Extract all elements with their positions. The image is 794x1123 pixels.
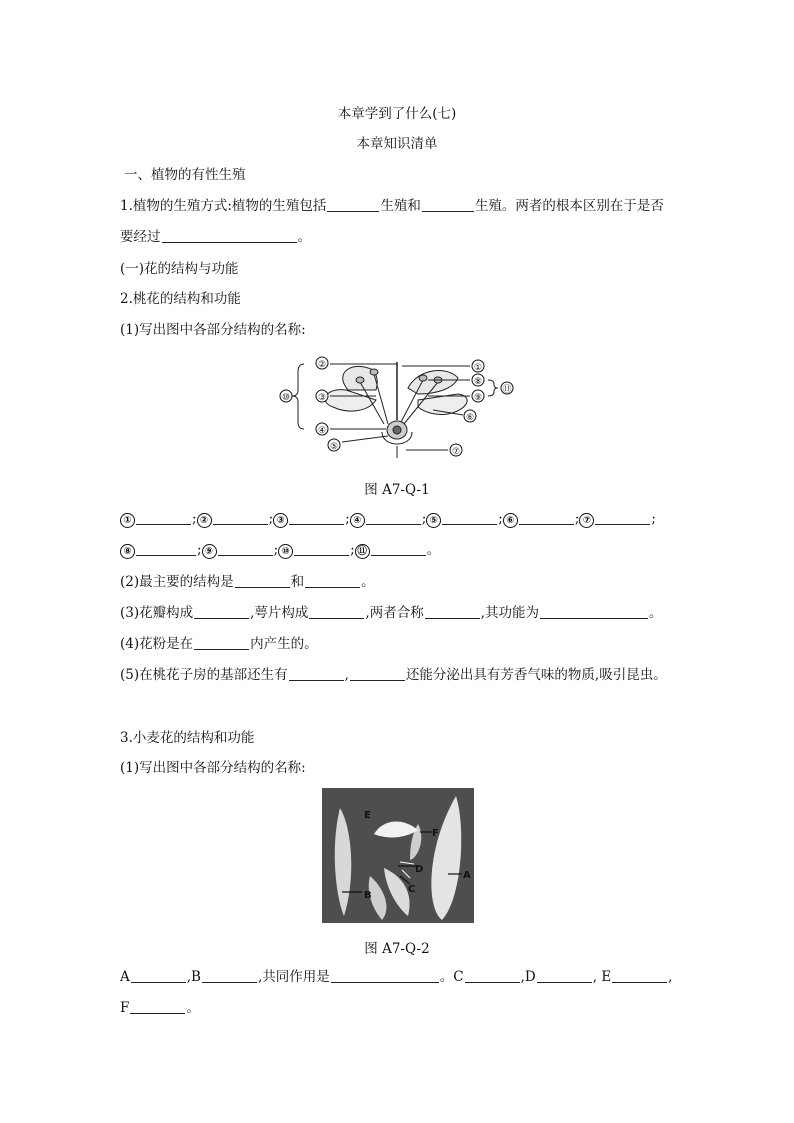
q2-4-text: (4)花粉是在 [120,636,194,652]
answer-blank[interactable] [442,511,497,525]
answer-number: ⑨ [202,544,217,559]
question-3-title: 3.小麦花的结构和功能 [120,730,255,746]
flower-label: ⑨ [473,393,483,403]
answer-blank[interactable] [294,542,349,556]
answer-blank[interactable] [213,511,268,525]
answer-blank[interactable] [235,574,290,588]
figure-1-caption: 图 A7-Q-1 [364,482,430,498]
answer-blank[interactable] [371,542,426,556]
q1-text-c: 生殖。两者的根本区别在于是否 [474,198,664,214]
wheat-flower-photo [322,788,474,923]
q2-3-text: 。 [649,605,663,621]
answer-blank[interactable] [595,511,650,525]
subsection-heading: (一)花的结构与功能 [120,261,239,277]
question-1-line-2 [120,228,311,246]
figure-2-caption: 图 A7-Q-2 [364,941,430,957]
answer-blank[interactable] [194,605,249,619]
answer-number: ⑩ [278,544,293,559]
flower-label: ⑤ [329,442,339,452]
q3-text: 。 [186,1000,200,1016]
answer-number: ⑪ [355,544,370,559]
answer-blank[interactable] [136,542,196,556]
answer-blank[interactable] [327,198,379,212]
wheat-label: D [415,864,424,875]
q3-text: ,B [186,969,201,985]
answer-blank[interactable] [202,969,257,983]
answer-number: ⑤ [426,513,441,528]
answer-blank[interactable] [519,511,574,525]
answer-number: ③ [273,513,288,528]
question-1-line-1 [120,197,664,215]
answer-blank[interactable] [350,667,405,681]
flower-label: ⑩ [281,393,291,403]
question-2-title: 2.桃花的结构和功能 [120,291,241,307]
q1-text-d: 要经过 [120,229,161,245]
q2-2-text: (2)最主要的结构是 [120,574,234,590]
question-3-answers-line-2 [120,999,200,1017]
answer-number: ④ [350,513,365,528]
answer-number: ⑦ [579,513,594,528]
answer-number: ⑧ [120,544,135,559]
page-subtitle: 本章知识清单 [356,136,438,152]
answer-blank[interactable] [162,229,297,243]
question-2-3 [120,604,663,622]
answer-blank[interactable] [612,969,667,983]
answer-blank[interactable] [131,969,186,983]
answer-blank[interactable] [537,969,592,983]
q2-3-text: ,其功能为 [480,605,540,621]
answer-blank[interactable] [130,1000,185,1014]
answer-blank[interactable] [331,969,439,983]
peach-flower-diagram [278,352,518,462]
answer-blank[interactable] [305,574,360,588]
answer-blank[interactable] [422,198,474,212]
flower-label: ⑧ [473,377,483,387]
answer-blank[interactable] [218,542,273,556]
q2-2-text: 。 [361,574,375,590]
q3-text: , [668,969,673,985]
question-2-2 [120,573,375,591]
q3-text: 。C [439,969,464,985]
wheat-label: E [364,810,371,821]
q2-2-text: 和 [290,574,305,590]
question-2-4 [120,635,318,653]
answer-number: ① [120,513,135,528]
q2-5-text: 还能分泌出具有芳香气味的物质,吸引昆虫。 [405,667,667,683]
q2-3-text: (3)花瓣构成 [120,605,194,621]
question-2-5 [120,666,667,684]
answer-row-1: ① ; ② ; ③ ; ④ ; ⑤ ; ⑥ ; ⑦ ; [120,510,656,528]
q2-5-text: (5)在桃花子房的基部还生有 [120,667,288,683]
answer-blank[interactable] [309,605,364,619]
q3-text: , E [592,969,612,985]
answer-blank[interactable] [366,511,421,525]
wheat-label: B [364,890,372,901]
flower-label: ⑦ [451,447,461,457]
q3-text: A [120,969,130,985]
q3-text: ,D [520,969,536,985]
flower-label: ③ [317,393,327,403]
q1-text-b: 生殖和 [380,198,421,214]
answer-blank[interactable] [465,969,520,983]
answer-blank[interactable] [289,511,344,525]
page-title: 本章学到了什么(七) [337,106,457,122]
answer-row-2: ⑧ ; ⑨ ; ⑩ ; ⑪ 。 [120,541,440,559]
answer-blank[interactable] [136,511,191,525]
q3-text: ,共同作用是 [257,969,330,985]
flower-label: ② [317,360,327,370]
question-3-answers-line-1 [120,968,672,986]
answer-blank[interactable] [289,667,344,681]
answer-blank[interactable] [194,636,249,650]
flower-label: ① [473,363,483,373]
wheat-label: C [408,884,416,895]
q3-text: F [120,1000,130,1016]
q1-text-a: 1.植物的生殖方式:植物的生殖包括 [120,198,327,214]
answer-blank[interactable] [425,605,480,619]
section-heading: 一、植物的有性生殖 [124,167,246,183]
answer-number: ② [197,513,212,528]
answer-blank[interactable] [540,605,648,619]
q2-3-text: ,两者合称 [365,605,424,621]
q2-4-text: 内产生的。 [250,636,318,652]
flower-label: ⑥ [465,413,475,423]
question-2-1: (1)写出图中各部分结构的名称: [120,322,306,338]
wheat-label: A [463,870,471,881]
question-3-1: (1)写出图中各部分结构的名称: [120,760,306,776]
q2-3-text: ,萼片构成 [250,605,309,621]
q2-5-text: , [344,667,349,683]
flower-label: ⑪ [502,385,512,395]
q1-text-end: 。 [297,229,311,245]
answer-number: ⑥ [503,513,518,528]
wheat-label: F [432,828,439,839]
flower-label: ④ [317,426,327,436]
